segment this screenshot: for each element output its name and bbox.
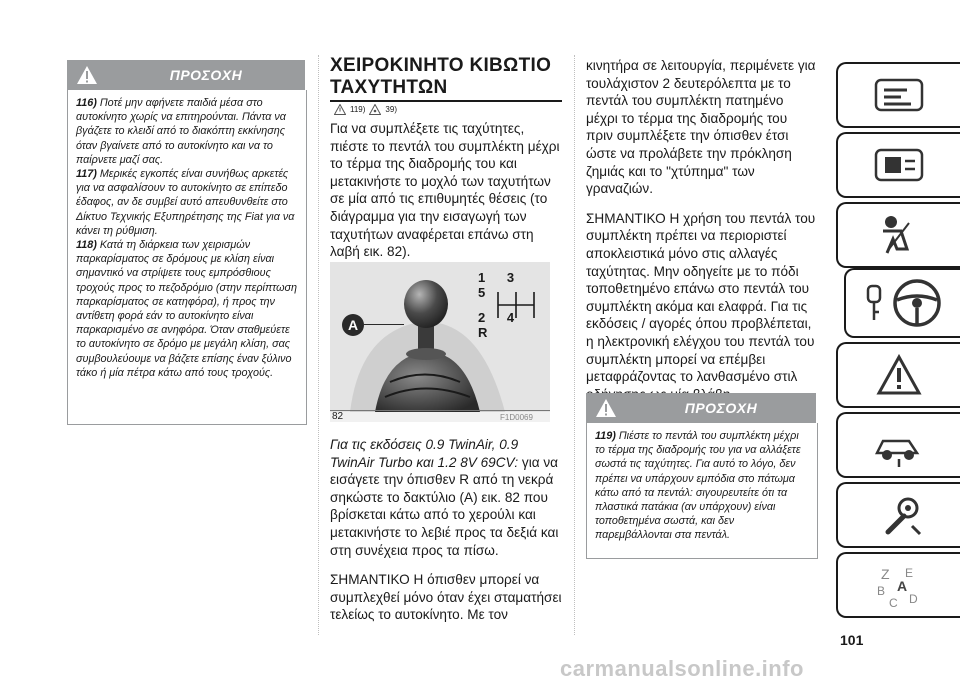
callout-a: A xyxy=(342,314,364,336)
warning-icon xyxy=(876,354,922,396)
info-icon xyxy=(873,145,925,185)
svg-text:A: A xyxy=(897,578,908,594)
tab-dashboard[interactable] xyxy=(836,62,960,128)
watermark: carmanualsonline.info xyxy=(560,656,804,681)
car-lift-icon xyxy=(871,423,927,467)
note-116: 116) Ποτέ μην αφήνετε παιδιά μέσα στο αυτοκίνητο χωρίς να επιτηρούνται. Πάντα να βγάζετε το κλειδί από το διακόπτη εκκίνησης όταν βγαίνετε από το αυτοκίνητο και να το παίρνετε μαζί σας. xyxy=(76,97,286,166)
dashboard-icon xyxy=(873,75,925,115)
warning-icon xyxy=(586,398,626,418)
right-text: κινητήρα σε λειτουργία, περιμένετε για τουλάχιστον 2 δευτερόλεπτα με το πεντάλ του συμπλέκτη πατημένο μέχρι το τέρμα της διαδρομής του πριν συμπλέξετε την όπισθεν έτσι ώστε να προλάβετε την πρόκληση ζημιάς και το "χτύπημα" των γραναζιών. ΣΗΜΑΝΤΙΚΟ Η χρήση του πεντάλ του συμπλέκτη πρέπει να περιοριστεί αποκλειστικά μόνο στις αλλαγές ταχύτητας. Μην οδηγείτε με το πόδι τοποθετημένο επάνω στο πεντάλ του συμπλέκτη ακόμα και ελαφρά. Για τις εκδόσεις / αγορές όπου προβλέπεται, η ηλεκτρονική ελέγχου του πεντάλ του συμπλέκτη μπορεί να επέμβει μεταφράζοντας το λανθασμένο στιλ xyxy=(586,58,816,385)
callout-leader xyxy=(364,324,404,325)
tab-safety[interactable] xyxy=(836,202,960,268)
figure-rule xyxy=(330,410,550,411)
para-gear-intro: Για να συμπλέξετε τις ταχύτητες, πιέστε το πεντάλ του συμπλέκτη μέχρι το τέρμα της διαδρομής του και μετακινήστε το μοχλό των ταχυτήτων σε μία από τις επιθυμητές θέσεις (το διάγραμμα για την εισαγωγή των ταχυτήτων αναφέρεται επάνω στη λαβή εικ. 82). xyxy=(330,121,560,260)
section-heading: ΧΕΙΡΟΚΙΝΗΤΟ ΚΙΒΩΤΙΟ ΤΑΧΥΤΗΤΩΝ xyxy=(330,55,552,98)
tab-warning-lights[interactable] xyxy=(836,342,960,408)
warning-header xyxy=(67,60,305,90)
note-118: 118) Κατά τη διάρκεια των χειρισμών παρκαρίσματος σε δρόμους με κλίση είναι σημαντικό να στρίψετε τους εμπρόσθιους τροχούς προς το πεζοδρόμιο (στην περίπτωση παρκαρίσματος σε κατηφόρα), ή προς την αντίθετη φορά εάν το αυτοκίνητο είναι παρκαρισμένο σε ανηφόρα. Όταν σταθμεύετε το αυτοκίνητο σε δρόμο με μεγάλη κλίση, σας συμβουλεύουμε να βάζετε επίσης έναν ξύλινο τάκο ή μία πέτρα κάτω από τους τροχούς. xyxy=(76,239,297,379)
svg-text:Z: Z xyxy=(881,566,890,582)
column-divider xyxy=(318,55,319,635)
warning-title: ΠΡΟΣΟΧΗ xyxy=(169,67,243,83)
warning-box-2 xyxy=(586,423,818,559)
note-117: 117) Μερικές εγκοπές είναι συνήθως αρκετές για να ασφαλίσουν το αυτοκίνητο σε επίπεδο έδαφος, αν δε συμβεί αυτό απευθυνθείτε στο Δίκτυο Τεχνικής Εξυπηρέτησης της Fiat για να κάνει τη ρύθμιση. xyxy=(76,168,295,237)
safety-icon xyxy=(873,213,925,257)
gear-figure xyxy=(330,262,550,422)
svg-text:D: D xyxy=(909,592,918,606)
svg-text:B: B xyxy=(877,584,886,598)
steering-wheel-icon xyxy=(892,278,942,328)
svg-text:E: E xyxy=(905,566,914,580)
tab-technical-data[interactable] xyxy=(836,552,960,618)
tab-maintenance[interactable] xyxy=(836,482,960,548)
svg-text:C: C xyxy=(889,596,898,609)
warning-header-2 xyxy=(586,393,816,423)
note-119: 119) Πιέστε το πεντάλ του συμπλέκτη μέχρι το τέρμα της διαδρομής του για να αλλάξετε σωστά τις ταχύτητες. Για αυτό το λόγο, δεν πρέπει να υπάρχουν εμπόδια στο πάτωμα κάτω από τα πεντάλ: σιγουρευτείτε ότι τα πλαστικά πατάκια (αν υπάρχουν) είναι τοποθετημένα σωστά, και δεν παρεμβάλλονται στα πεντάλ. xyxy=(595,430,801,542)
letters-icon xyxy=(871,561,927,609)
caution-icon xyxy=(369,104,381,115)
refs: 119) 39) xyxy=(334,104,397,115)
warning-icon xyxy=(67,65,107,85)
page-number: 101 xyxy=(840,632,864,648)
warning-box xyxy=(67,90,307,425)
figure-number: 82 xyxy=(332,411,344,422)
warning-icon xyxy=(334,104,346,115)
tab-driving[interactable] xyxy=(844,268,960,338)
tab-info[interactable] xyxy=(836,132,960,198)
wrench-icon xyxy=(874,492,924,538)
warning-title: ΠΡΟΣΟΧΗ xyxy=(684,400,758,416)
gear-pattern-top: 1 3 5 xyxy=(478,270,524,300)
tab-emergency[interactable] xyxy=(836,412,960,478)
para-reverse: Για τις εκδόσεις 0.9 TwinAir, 0.9 TwinAir Turbo και 1.2 8V 69CV: για να εισάγετε την όπισθεν R από τη νεκρά σηκώστε το δακτύλιο (A) εικ. 82 που βρίσκεται κάτω από το χερούλι και μετακινήστε το λεβιέ προς τα δεξιά και στη συνέχεια προς τα πίσω. ΣΗΜΑΝΤΙΚΟ Η όπισθεν μπορεί να συμπλεχθεί μόνο όταν έχει σταματήσει τελείως το αυτοκίνητο. Με τον xyxy=(330,437,562,623)
gear-pattern-bottom: 2 4 R xyxy=(478,310,524,340)
column-divider-2 xyxy=(574,55,575,635)
heading-rule xyxy=(330,100,562,102)
figure-code: F1D0069 xyxy=(500,413,533,422)
key-icon xyxy=(864,284,884,322)
